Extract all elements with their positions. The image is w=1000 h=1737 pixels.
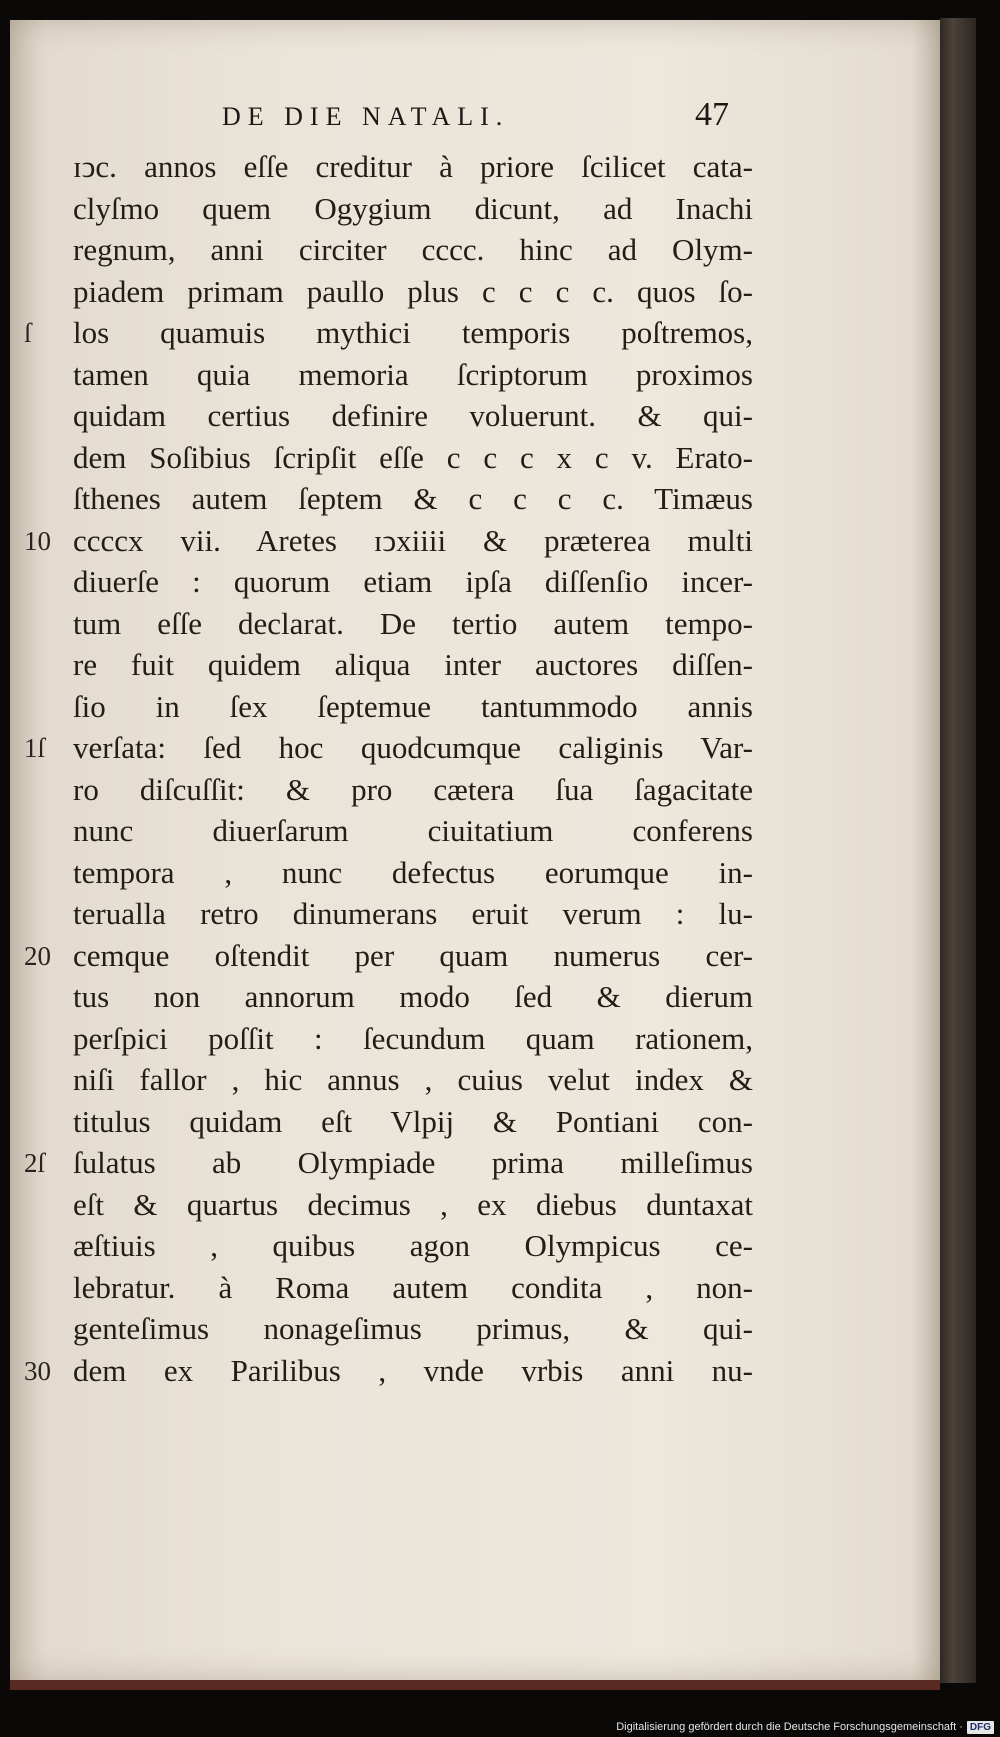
book-page xyxy=(10,20,940,1680)
text-line: eſt & quartus decimus , ex diebus duntaxat xyxy=(73,1186,753,1222)
text-line: nunc diuerſarum ciuitatium conferens xyxy=(73,813,753,848)
text-line: lebratur. à Roma autem condita , non- xyxy=(73,1269,753,1305)
body-text xyxy=(73,146,753,1391)
page-header xyxy=(10,96,940,142)
text-line: terualla retro dinumerans eruit verum : lu- xyxy=(73,896,753,931)
line-number: 1ſ xyxy=(24,733,46,763)
text-line: diuerſe : quorum etiam ipſa diſſenſio incer- xyxy=(73,564,753,599)
text-line: verſata: ſed hoc quodcumque caliginis Var- xyxy=(73,730,753,765)
text-line: dem ex Parilibus , vnde vrbis anni nu- xyxy=(73,1352,753,1388)
line-number: 30 xyxy=(24,1355,51,1386)
book-edge xyxy=(940,18,976,1683)
text-line: clyſmo quem Ogygium dicunt, ad Inachi xyxy=(73,190,753,226)
running-head: DE DIE NATALI. xyxy=(222,102,510,131)
line-number: 2ſ xyxy=(24,1148,46,1178)
text-line: dem Soſibius ſcripſit eſſe c c c x c v. Erato- xyxy=(73,439,753,475)
text-line: los quamuis mythici temporis poſtremos, xyxy=(73,315,753,350)
text-line: piadem primam paullo plus c c c c. quos ſo- xyxy=(73,273,753,309)
dfg-logo: DFG xyxy=(967,1721,994,1734)
text-line: æſtiuis , quibus agon Olympicus ce- xyxy=(73,1228,753,1263)
text-line: ſio in ſex ſeptemue tantummodo annis xyxy=(73,688,753,724)
text-line: tus non annorum modo ſed & dierum xyxy=(73,979,753,1014)
text-line: regnum, anni circiter cccc. hinc ad Olym- xyxy=(73,232,753,267)
text-line: tamen quia memoria ſcriptorum proximos xyxy=(73,356,753,392)
page-number: 47 xyxy=(695,96,729,133)
text-line: ccccx vii. Aretes ɪↄxiiii & præterea multi xyxy=(73,522,753,558)
text-line: genteſimus nonageſimus primus, & qui- xyxy=(73,1311,753,1346)
text-line: re fuit quidem aliqua inter auctores diſſen- xyxy=(73,647,753,682)
text-line: cemque oſtendit per quam numerus cer- xyxy=(73,937,753,973)
text-line: ſthenes autem ſeptem & c c c c. Timæus xyxy=(73,481,753,516)
text-line: ɪↄc. annos eſſe creditur à priore ſcilicet cata- xyxy=(73,149,753,184)
text-line: niſi fallor , hic annus , cuius velut index & xyxy=(73,1062,753,1097)
text-line: ſulatus ab Olympiade prima milleſimus xyxy=(73,1145,753,1180)
text-line: tum eſſe declarat. De tertio autem tempo- xyxy=(73,605,753,641)
text-line: perſpici poſſit : ſecundum quam rationem, xyxy=(73,1020,753,1056)
digitization-footer xyxy=(0,1718,1000,1737)
text-line: quidam certius definire voluerunt. & qui- xyxy=(73,398,753,433)
line-number: 20 xyxy=(24,940,51,971)
line-number: ſ xyxy=(24,318,32,348)
text-line: tempora , nunc defectus eorumque in- xyxy=(73,854,753,890)
page-bottom-rim xyxy=(10,1680,940,1690)
text-line: ro diſcuſſit: & pro cætera ſua ſagacitate xyxy=(73,771,753,807)
line-number: 10 xyxy=(24,525,51,556)
funding-credit: Digitalisierung gefördert durch die Deutsche Forschungsgemeinschaft · xyxy=(616,1721,963,1733)
text-line: titulus quidam eſt Vlpij & Pontiani con- xyxy=(73,1103,753,1139)
